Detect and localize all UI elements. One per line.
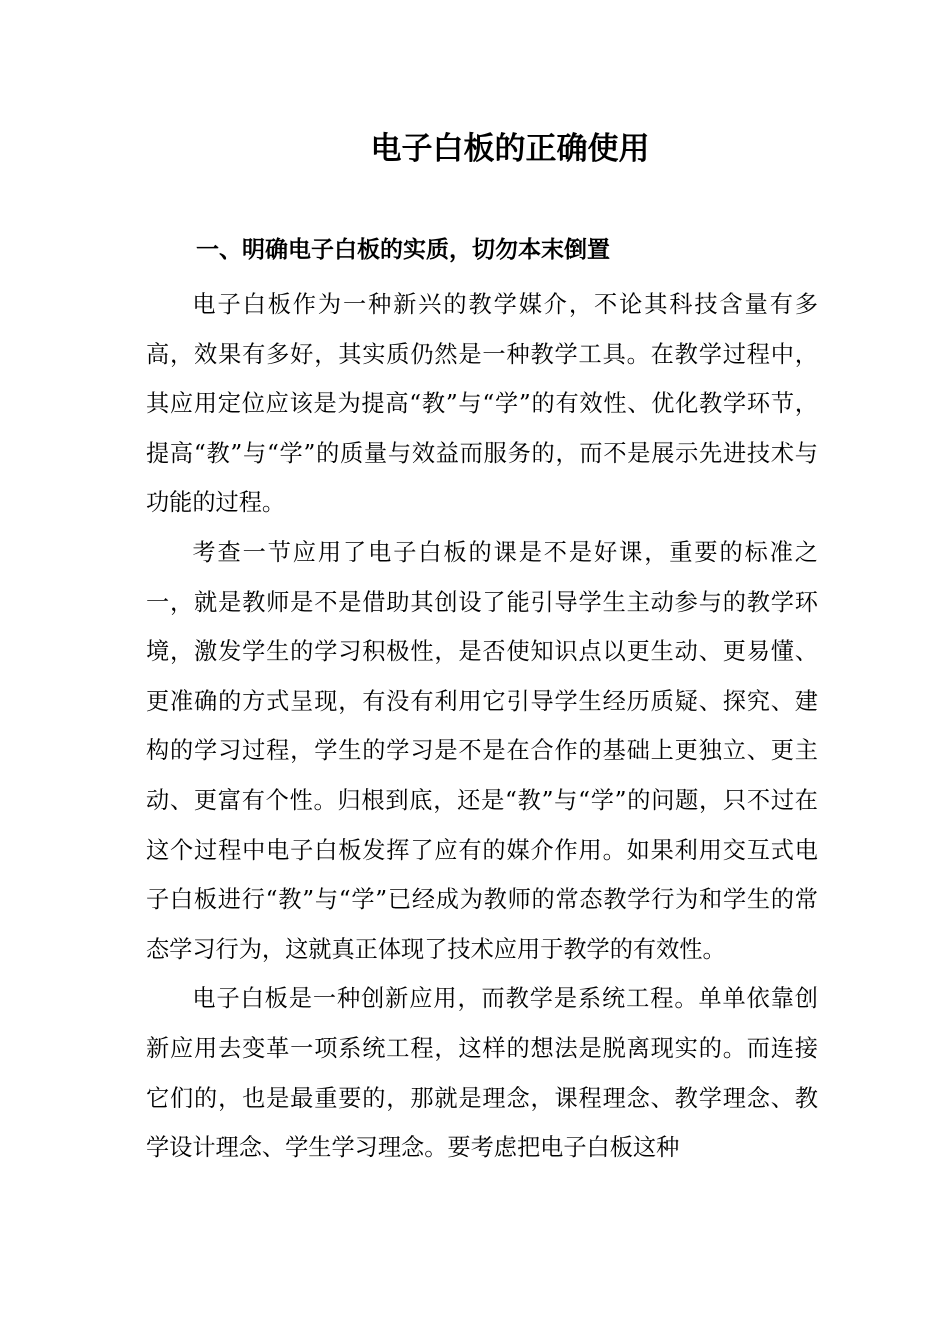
paragraph: 电子白板作为一种新兴的教学媒介，不论其科技含量有多高，效果有多好，其实质仍然是一种教学工具。在教学过程中，其应用定位应该是为提高“教”与“学”的有效性、优化教学环节，提高“教”与“学”的质量与效益而服务的，而不是展示先进技术与功能的过程。 — [146, 291, 818, 517]
paragraph: 考查一节应用了电子白板的课是不是好课，重要的标准之一，就是教师是不是借助其创设了能引导学生主动参与的教学环境，激发学生的学习积极性，是否使知识点以更生动、更易懂、更准确的方式呈现，有没有利用它引导学生经历质疑、探究、建构的学习过程，学生的学习是不是在合作的基础上更独立、更主动、更富有个性。归根到底，还是“教”与“学”的问题，只不过在这个过程中电子白板发挥了应有的媒介作用。如果利用交互式电子白板进行“教”与“学”已经成为教师的常态教学行为和学生的常态学习行为，这就真正体现了技术应用于教学的有效性。 — [146, 538, 818, 963]
document-body — [146, 280, 818, 1173]
section-heading: 一、明确电子白板的实质，切勿本末倒置 — [196, 237, 610, 263]
document-title: 电子白板的正确使用 — [370, 131, 650, 167]
paragraph: 电子白板是一种创新应用，而教学是系统工程。单单依靠创新应用去变革一项系统工程，这样的想法是脱离现实的。而连接它们的，也是最重要的，那就是理念，课程理念、教学理念、教学设计理念、学生学习理念。要考虑把电子白板这种 — [146, 985, 818, 1162]
